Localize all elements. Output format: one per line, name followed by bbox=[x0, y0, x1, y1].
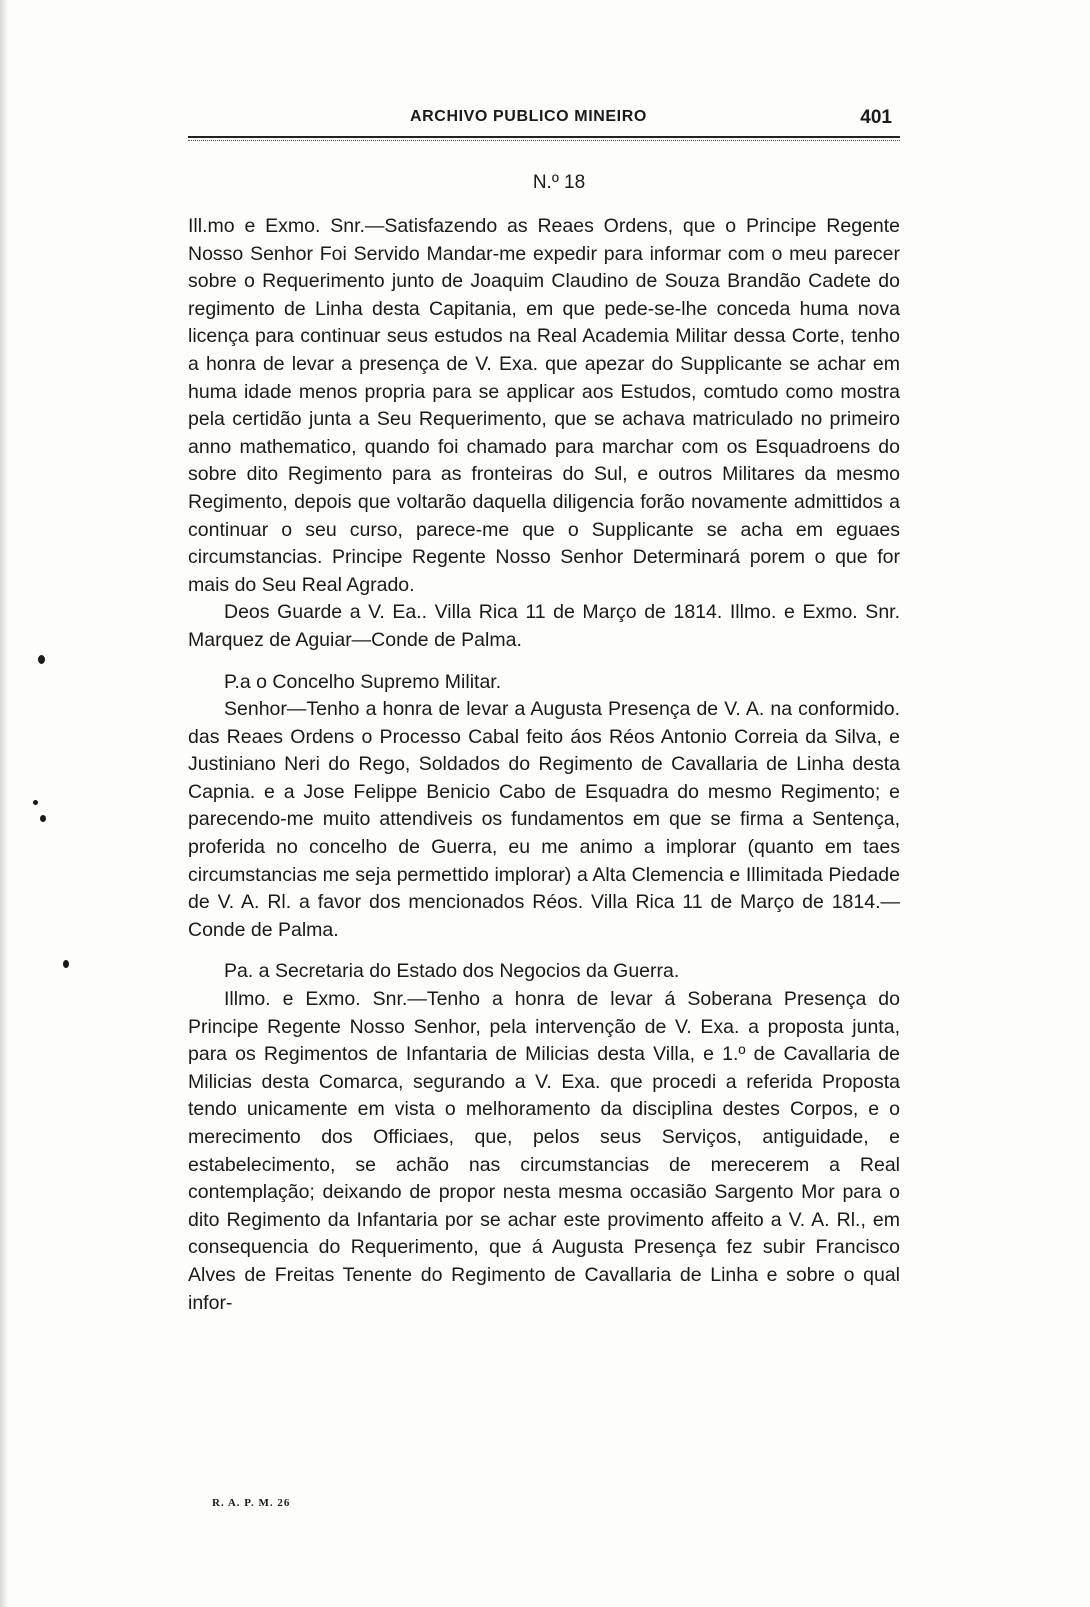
paragraph-report: Ill.mo e Exmo. Snr.—Satisfazendo as Reaes Ordens, que o Principe Regente Nosso Senhor Foi Servido Mandar-me expedir para informar com o meu parecer sobre o Requerimento junto de Joaquim Claudino de Souza Brandão Cadete do regimento de Linha desta Capitania, em que pede-se-lhe conceda huma nova licença para continuar seus estudos na Real Academia Militar dessa Corte, tenho a honra de levar a presença de V. Exa. que apezar do Supplicante se achar em huma idade menos propria para se applicar aos Estudos, comtudo como mostra pela certidão junta a Seu Requerimento, que se achava matriculado no primeiro anno mathematico, quando foi chamado para marchar com os Esquadroens do sobre dito Regimento para as fronteiras do Sul, e outros Militares da mesmo Regimento, depois que voltarão daquella diligencia forão novamente admittidos a continuar o seu curso, parece-me que o Supplicante se acha em eguaes circumstancias. Principe Regente Nosso Senhor Determinará porem o que for mais do Seu Real Agrado. bbox=[188, 215, 900, 596]
margin-speck bbox=[63, 960, 69, 968]
running-title: ARCHIVO PUBLICO MINEIRO bbox=[410, 108, 647, 125]
signature-mark: R. A. P. M. 26 bbox=[212, 1497, 291, 1509]
header-rule-secondary bbox=[188, 140, 900, 141]
paragraph-addressee: P.a o Concelho Supremo Militar. bbox=[224, 670, 502, 693]
document-number: N.º 18 bbox=[532, 172, 586, 193]
paragraph-proposal: Illmo. e Exmo. Snr.—Tenho a honra de levar á Soberana Presença do Principe Regente Nosso Senhor, pela intervenção de V. Exa. a proposta junta, para os Regimentos de Infantaria de Milicias desta Villa, e 1.º de Cavallaria de Milicias desta Comarca, segurando a V. Exa. que procedi a referida Proposta tendo unicamente em vista o melhoramento da disciplina destes Corpos, e o merecimento dos Officiaes, que, pelos seus Serviços, antiguidade, e estabelecimento, se achão nas circumstancias de merecerem a Real contemplação; deixando de propor nesta mesma occasião Sargento Mor para o dito Regimento da Infantaria por se achar este provimento affeito a V. A. Rl., em consequencia do Requerimento, que á Augusta Presença fez subir Francisco Alves de Freitas Tenente do Regimento de Cavallaria de Linha e sobre o qual infor- bbox=[188, 988, 900, 1314]
paragraph-addressee-2: Pa. a Secretaria do Estado dos Negocios da Guerra. bbox=[224, 960, 680, 983]
page-gutter bbox=[0, 0, 8, 1607]
header-rule bbox=[188, 136, 900, 138]
page-header bbox=[188, 108, 900, 132]
document-body bbox=[188, 213, 900, 1317]
margin-speck bbox=[40, 815, 46, 822]
margin-speck bbox=[38, 655, 45, 664]
paragraph-closing: Deos Guarde a V. Ea.. Villa Rica 11 de Março de 1814. Illmo. e Exmo. Snr. Marquez de Aguiar—Conde de Palma. bbox=[188, 601, 900, 651]
page-number: 401 bbox=[860, 107, 892, 128]
margin-speck bbox=[33, 800, 38, 805]
paragraph-petition: Senhor—Tenho a honra de levar a Augusta Presença de V. A. na conformido. das Reaes Ordens o Processo Cabal feito áos Réos Antonio Correia da Silva, e Justiniano Neri do Rego, Soldados do Regimento de Cavallaria de Linha desta Capnia. e a Jose Felippe Benicio Cabo de Esquadra do mesmo Regimento; e parecendo-me muito attendiveis os fundamentos em que se firma a Sentença, proferida no concelho de Guerra, eu me animo a implorar (quanto em taes circumstancias me seja permettido implorar) a Alta Clemencia e Illimitada Piedade de V. A. Rl. a favor dos mencionados Réos. Villa Rica 11 de Março de 1814.—Conde de Palma. bbox=[188, 698, 900, 941]
